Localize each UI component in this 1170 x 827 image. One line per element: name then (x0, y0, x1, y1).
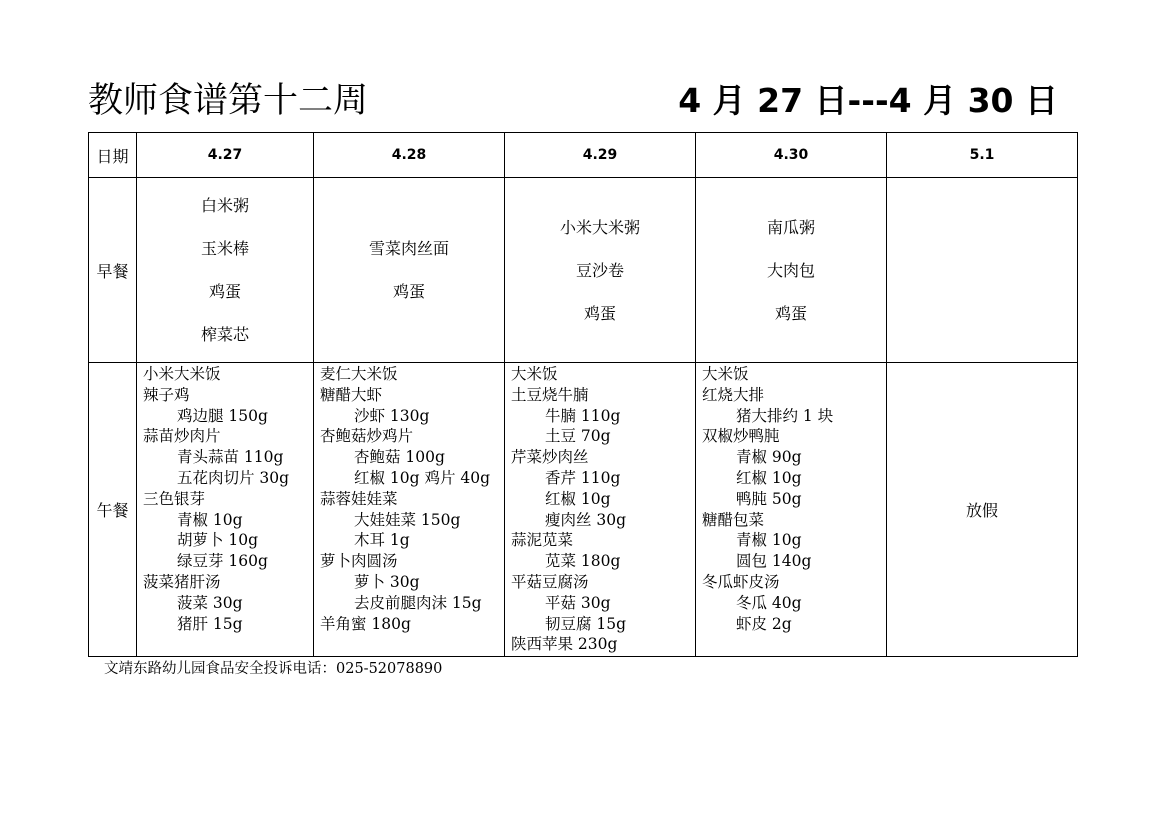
lunch-dish: 蒜泥苋菜 (511, 531, 574, 550)
lunch-cell (314, 363, 505, 657)
lunch-ingredient: 青椒 10g (736, 531, 802, 550)
holiday-cell: 放假 (887, 363, 1078, 657)
breakfast-item: 鸡蛋 (392, 282, 425, 301)
lunch-ingredient: 苋菜 180g (545, 552, 621, 571)
breakfast-cell (887, 178, 1078, 363)
breakfast-item: 大肉包 (766, 260, 815, 280)
lunch-cell (696, 363, 887, 657)
lunch-ingredient: 沙虾 130g (354, 406, 430, 425)
breakfast-cell (314, 178, 505, 363)
lunch-dish: 蒜苗炒肉片 (143, 427, 221, 446)
complaint-hotline-footer: 文靖东路幼儿园食品安全投诉电话：025-52078890 (104, 661, 443, 677)
lunch-cell (137, 363, 314, 657)
lunch-dish: 小米大米饭 (143, 365, 221, 383)
breakfast-item: 玉米棒 (200, 239, 249, 258)
lunch-ingredient: 大娃娃菜 150g (354, 510, 461, 529)
lunch-dish: 冬瓜虾皮汤 (702, 572, 780, 591)
breakfast-row (89, 178, 1078, 363)
breakfast-item: 鸡蛋 (208, 282, 241, 301)
lunch-ingredient: 香芹 110g (545, 468, 621, 487)
lunch-ingredient: 红椒 10g (545, 489, 611, 508)
lunch-ingredient: 青椒 90g (736, 448, 802, 467)
lunch-ingredient: 胡萝卜 10g (177, 531, 259, 550)
lunch-row (89, 363, 1078, 657)
lunch-ingredient: 瘦肉丝 30g (545, 510, 627, 529)
breakfast-cell (505, 178, 696, 363)
breakfast-item: 豆沙卷 (575, 260, 624, 280)
lunch-dish: 陕西苹果 230g (511, 635, 618, 654)
lunch-ingredient: 萝卜 30g (354, 572, 420, 591)
lunch-label: 午餐 (89, 363, 137, 657)
breakfast-item: 白米粥 (200, 196, 249, 215)
lunch-dish: 糖醋包菜 (702, 510, 765, 529)
breakfast-label: 早餐 (89, 178, 137, 363)
lunch-dish: 糖醋大虾 (320, 385, 383, 404)
lunch-ingredient: 绿豆芽 160g (177, 552, 268, 571)
breakfast-cell (696, 178, 887, 363)
breakfast-cell (137, 178, 314, 363)
lunch-ingredient: 青头蒜苗 110g (177, 448, 284, 467)
date-header-cell: 4.29 (505, 133, 696, 178)
lunch-dish: 杏鲍菇炒鸡片 (320, 427, 414, 446)
lunch-dish: 芹菜炒肉丝 (511, 448, 589, 467)
lunch-dish: 麦仁大米饭 (320, 365, 398, 383)
lunch-dish: 三色银芽 (143, 489, 206, 508)
lunch-ingredient: 猪肝 15g (177, 614, 243, 633)
lunch-ingredient: 红椒 10g (736, 468, 802, 487)
lunch-dish: 大米饭 (702, 365, 749, 383)
lunch-dish: 萝卜肉圆汤 (320, 552, 398, 571)
page-title: 教师食谱第十二周 (88, 81, 369, 121)
date-header-cell: 5.1 (887, 133, 1078, 178)
breakfast-item: 榨菜芯 (200, 325, 249, 344)
lunch-ingredient: 红椒 10g 鸡片 40g (354, 468, 491, 487)
lunch-dish: 蒜蓉娃娃菜 (320, 489, 398, 508)
lunch-cell (505, 363, 696, 657)
date-label: 日期 (89, 133, 137, 178)
lunch-ingredient: 韧豆腐 15g (545, 614, 627, 633)
lunch-dish: 辣子鸡 (143, 385, 190, 404)
breakfast-item: 小米大米粥 (559, 217, 640, 237)
lunch-dish: 大米饭 (511, 365, 558, 383)
date-range-heading: 4 月 27 日---4 月 30 日 (678, 81, 1058, 120)
lunch-dish: 红烧大排 (702, 385, 765, 404)
menu-table (88, 132, 1078, 657)
date-header-cell: 4.28 (314, 133, 505, 178)
lunch-ingredient: 去皮前腿肉沫 15g (354, 593, 482, 612)
lunch-ingredient: 虾皮 2g (736, 614, 792, 633)
lunch-dish: 平菇豆腐汤 (511, 572, 589, 591)
lunch-ingredient: 青椒 10g (177, 510, 243, 529)
lunch-ingredient: 牛腩 110g (545, 406, 621, 425)
date-header-row (89, 133, 1078, 178)
lunch-ingredient: 鸭肫 50g (736, 489, 802, 508)
lunch-ingredient: 平菇 30g (545, 593, 611, 612)
breakfast-item: 鸡蛋 (774, 303, 807, 323)
breakfast-item: 鸡蛋 (583, 303, 616, 323)
lunch-dish: 羊角蜜 180g (320, 614, 411, 633)
lunch-ingredient: 菠菜 30g (177, 593, 243, 612)
lunch-ingredient: 杏鲍菇 100g (354, 448, 445, 467)
lunch-ingredient: 冬瓜 40g (736, 593, 802, 612)
lunch-dish: 双椒炒鸭肫 (702, 427, 780, 446)
lunch-ingredient: 土豆 70g (545, 427, 611, 446)
lunch-dish: 土豆烧牛腩 (511, 385, 589, 404)
breakfast-item: 雪菜肉丝面 (368, 239, 449, 258)
lunch-ingredient: 木耳 1g (354, 531, 410, 550)
lunch-ingredient: 猪大排约 1 块 (736, 406, 834, 425)
lunch-ingredient: 五花肉切片 30g (177, 468, 290, 487)
date-header-cell: 4.27 (137, 133, 314, 178)
breakfast-item: 南瓜粥 (766, 217, 815, 237)
lunch-ingredient: 鸡边腿 150g (177, 406, 268, 425)
lunch-dish: 菠菜猪肝汤 (143, 572, 221, 591)
lunch-ingredient: 圆包 140g (736, 552, 812, 571)
date-header-cell: 4.30 (696, 133, 887, 178)
